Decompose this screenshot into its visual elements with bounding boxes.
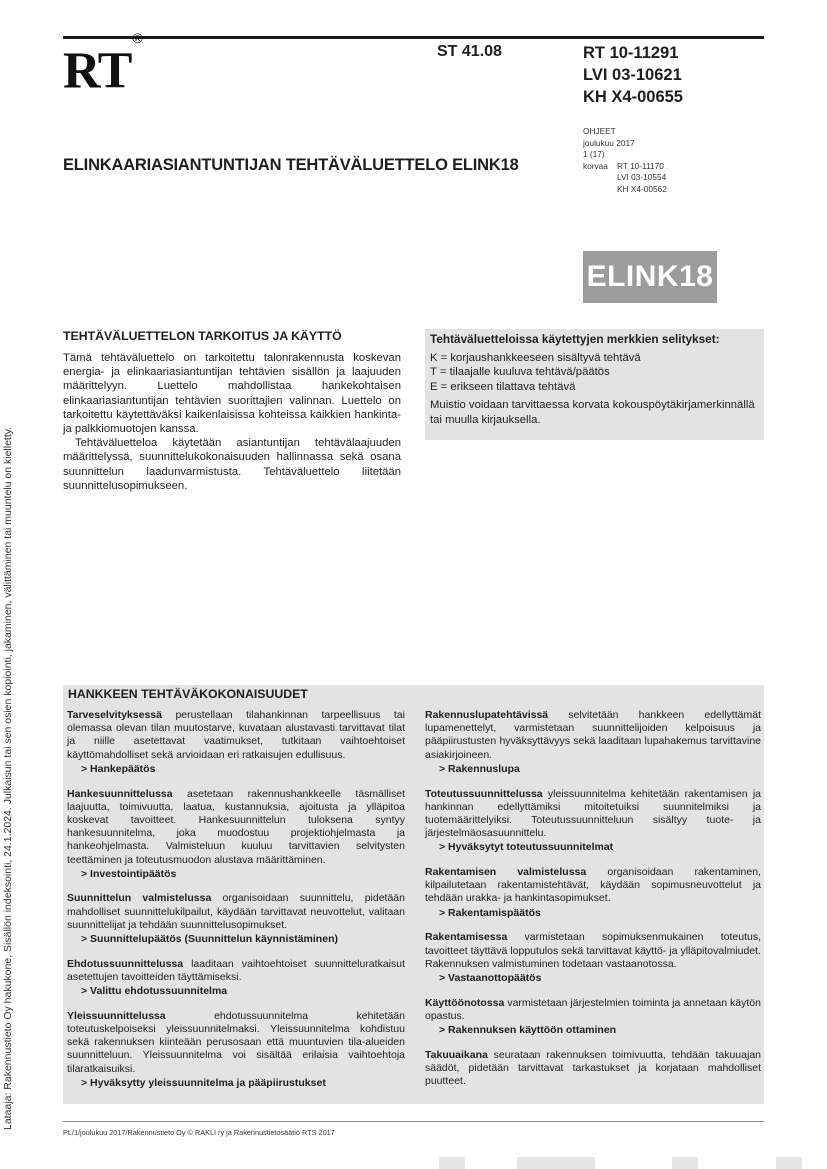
st-code: ST 41.08	[437, 43, 502, 60]
task-term: Takuuaikana	[425, 1048, 488, 1061]
meta-date: joulukuu 2017	[583, 137, 635, 148]
tasks-left-column	[67, 709, 405, 1102]
task-item	[425, 709, 761, 776]
task-text: yleissuunnitelma kehitetään rakentamisen ja hankinnan edellyttämiksi mitoitetuiksi suunnitelmiksi ja tuotemäärittelyiksi. Toteutussuunnitteluun sisältyy tuote- ja järjestelmäosasuunnittelu.	[425, 787, 761, 840]
meta-replaces-1: RT 10-11170	[617, 160, 664, 171]
task-text: organisoidaan rakentaminen, kilpailutetaan rakentamistehtävät, käydään sopimusneuvottelut ja tehdään urakka- ja hankintasopimukset.	[425, 866, 761, 905]
task-item	[67, 892, 405, 946]
task-term: Hankesuunnittelussa	[67, 787, 173, 800]
intro-text	[63, 351, 401, 493]
footer-text: PL/1/joulukuu 2017/Rakennustieto Oy © RAKLI ry ja Rakennustietosäätiö RTS 2017	[63, 1128, 335, 1137]
task-text: varmistetaan järjestelmien toiminta ja annetaan käytön opastus.	[425, 996, 761, 1022]
top-rule	[63, 36, 764, 39]
tasks-box	[63, 685, 764, 1104]
task-term: Toteutussuunnittelussa	[425, 787, 543, 800]
legend-item-e: E = erikseen tilattava tehtävä	[430, 380, 576, 393]
task-term: Yleissuunnittelussa	[67, 1009, 166, 1022]
task-result: > Investointipäätös	[81, 867, 177, 880]
task-result: > Rakennuslupa	[439, 762, 520, 775]
document-meta	[583, 126, 667, 195]
task-item	[425, 931, 761, 985]
task-item	[425, 866, 761, 920]
footer-rule	[63, 1121, 764, 1122]
task-term: Rakentamisen valmistelussa	[425, 866, 587, 879]
code-lvi: LVI 03-10621	[583, 66, 682, 84]
task-result: > Hyväksytty yleissuunnitelma ja pääpiirustukset	[81, 1076, 326, 1089]
code-kh: KH X4-00655	[583, 88, 683, 106]
task-item	[425, 997, 761, 1038]
document-title: ELINKAARIASIANTUNTIJAN TEHTÄVÄLUETTELO ELINK18	[63, 156, 519, 174]
task-text: asetetaan rakennushankkeelle täsmälliset laajuutta, toimivuutta, laatua, kustannuksia, ajoitusta ja ylläpitoa koskevat tavoitteet. Hankesuunnittelun tuloksena syntyy hankesuunnitelma, joka muodostuu projektiohjelmasta ja hankeohjelmasta. Valmisteluun kuuluu tarvittavien selvitysten teettäminen ja toteutusmuodon alustava määrittäminen.	[67, 787, 405, 866]
task-result: > Vastaanottopäätös	[439, 971, 542, 984]
meta-replaces-3: KH X4-00562	[617, 183, 667, 194]
bottom-strip	[517, 1157, 595, 1169]
rt-logo: RT®	[63, 30, 142, 100]
code-rt: RT 10-11291	[583, 44, 679, 62]
task-term: Tarveselvityksessä	[67, 709, 162, 721]
task-result: > Rakennuksen käyttöön ottaminen	[439, 1024, 617, 1037]
legend-item-k: K = korjaushankkeeseen sisältyvä tehtävä	[430, 351, 641, 364]
task-text: organisoidaan suunnittelu, pidetään mahdolliset suunnittelukilpailut, käydään tarvittavat neuvottelut, valitaan suunnittelijat ja tehdään suunnittelusopimukset.	[67, 892, 405, 931]
intro-paragraph-2: Tehtäväluetteloa käytetään asiantuntijan tehtävälaajuuden määrittelyssä, suunnittelukokonaisuuden hallinnassa sekä osana suunnittelun laadunvarmistusta. Tehtäväluettelo liitetään suunnittelusopimukseen.	[63, 437, 401, 492]
side-disclaimer: Lataaja: Rakennustieto Oy hakukone, Sisällön indeksointi, 24.1.2024. Julkaisun tai sen osien kopiointi, jakaminen, välittäminen tai muuntelu on kielletty.	[2, 426, 14, 1130]
elink-badge: ELINK18	[583, 251, 717, 303]
intro-paragraph-1: Tämä tehtäväluettelo on tarkoitettu talonrakennusta koskevan energia- ja elinkaariasiantuntijan tehtävien sisällön ja laajuuden määrittelyyn. Luettelo mahdollistaa hankekohtaisen elinkaariasiantuntijan tehtävien suorittajien valinnan. Luettelo on tarkoitettu käytettäväksi kaikenlaisissa kohteissa kaikkien hankinta- ja palkkiomuotojen kanssa.	[63, 352, 401, 436]
task-item	[425, 788, 761, 855]
meta-type: OHJEET	[583, 126, 616, 136]
task-term: Käyttöönotossa	[425, 996, 505, 1009]
legend-note: Muistio voidaan tarvittaessa korvata kokouspöytäkirjamerkinnällä tai muulla kirjauksella.	[430, 399, 755, 426]
bottom-strip	[439, 1157, 465, 1169]
task-item	[425, 1049, 761, 1089]
meta-replaces-label: korvaa	[583, 160, 608, 171]
task-term: Rakentamisessa	[425, 931, 508, 944]
bottom-strip	[672, 1157, 698, 1169]
task-result: > Rakentamispäätös	[439, 906, 541, 919]
task-text: perustellaan tilahankinnan tarpeellisuus tai olemassa olevan tilan muutostarve, kuvataan alustavasti tarvittavat tilat ja niille asetettavat vaatimukset, tutkitaan vaihtoehtoiset käyttömahdolliset sekä arvioidaan eri ratkaisujen edullisuus.	[67, 709, 405, 761]
task-term: Suunnittelun valmistelussa	[67, 892, 212, 905]
task-text: seurataan rakennuksen toimivuutta, tehdään takuuajan säädöt, pidetään tarvittavat tarkastukset ja korjataan mahdolliset puutteet.	[425, 1048, 761, 1088]
tasks-right-column	[425, 709, 761, 1100]
task-text: selvitetään hankkeen edellyttämät lupamenettelyt, varmistetaan suunnittelijoiden kelpoisuus ja pääpiirustusten hyväksyttävyys sekä laaditaan lupahakemus tarvittavine asiakirjoineen.	[425, 709, 761, 761]
task-item	[67, 709, 405, 776]
task-result: > Hankepäätös	[81, 762, 156, 775]
task-text: laaditaan vaihtoehtoiset suunnitteluratkaisut asetettujen tavoitteiden täyttämiseksi.	[67, 957, 405, 983]
intro-heading: TEHTÄVÄLUETTELON TARKOITUS JA KÄYTTÖ	[63, 329, 342, 343]
task-result: > Hyväksytyt toteutussuunnitelmat	[439, 841, 614, 854]
task-result: > Valittu ehdotussuunnitelma	[81, 985, 228, 998]
task-term: Ehdotussuunnittelussa	[67, 957, 184, 970]
meta-replaces-2: LVI 03-10554	[617, 172, 667, 182]
task-text: varmistetaan sopimuksenmukainen toteutus, tavoitteet täyttävä lopputulos sekä tarvittavat käyttö- ja ylläpitovalmiudet. Rakennuksen valmistuminen todetaan vastaanotossa.	[425, 931, 761, 970]
task-item	[67, 958, 405, 999]
document-codes	[583, 42, 683, 108]
tasks-heading: HANKKEEN TEHTÄVÄKOKONAISUUDET	[68, 687, 308, 701]
task-item	[67, 788, 405, 881]
task-result: > Suunnittelupäätös (Suunnittelun käynnistäminen)	[81, 933, 338, 946]
bottom-strip	[776, 1157, 802, 1169]
legend-item-t: T = tilaajalle kuuluva tehtävä/päätös	[430, 366, 610, 379]
legend-heading: Tehtäväluetteloissa käytettyjen merkkien selitykset:	[430, 332, 720, 346]
task-item	[67, 1010, 405, 1090]
task-text: ehdotussuunnitelma kehitetään toteutuskelpoiseksi yleissuunnitelmaksi. Yleissuunnitelma kohdistuu sekä rakennuksen kiinteään perusosaan että muuntuvien tila-alueiden suunnitteluun. Yleissuunnitelma voi sisältää erilaisia vaihtoehtoja tilaratkaisuiksi.	[67, 1009, 405, 1075]
legend-box	[425, 329, 764, 440]
meta-pages: 1 (17)	[583, 149, 605, 159]
task-term: Rakennuslupatehtävissä	[425, 709, 549, 721]
